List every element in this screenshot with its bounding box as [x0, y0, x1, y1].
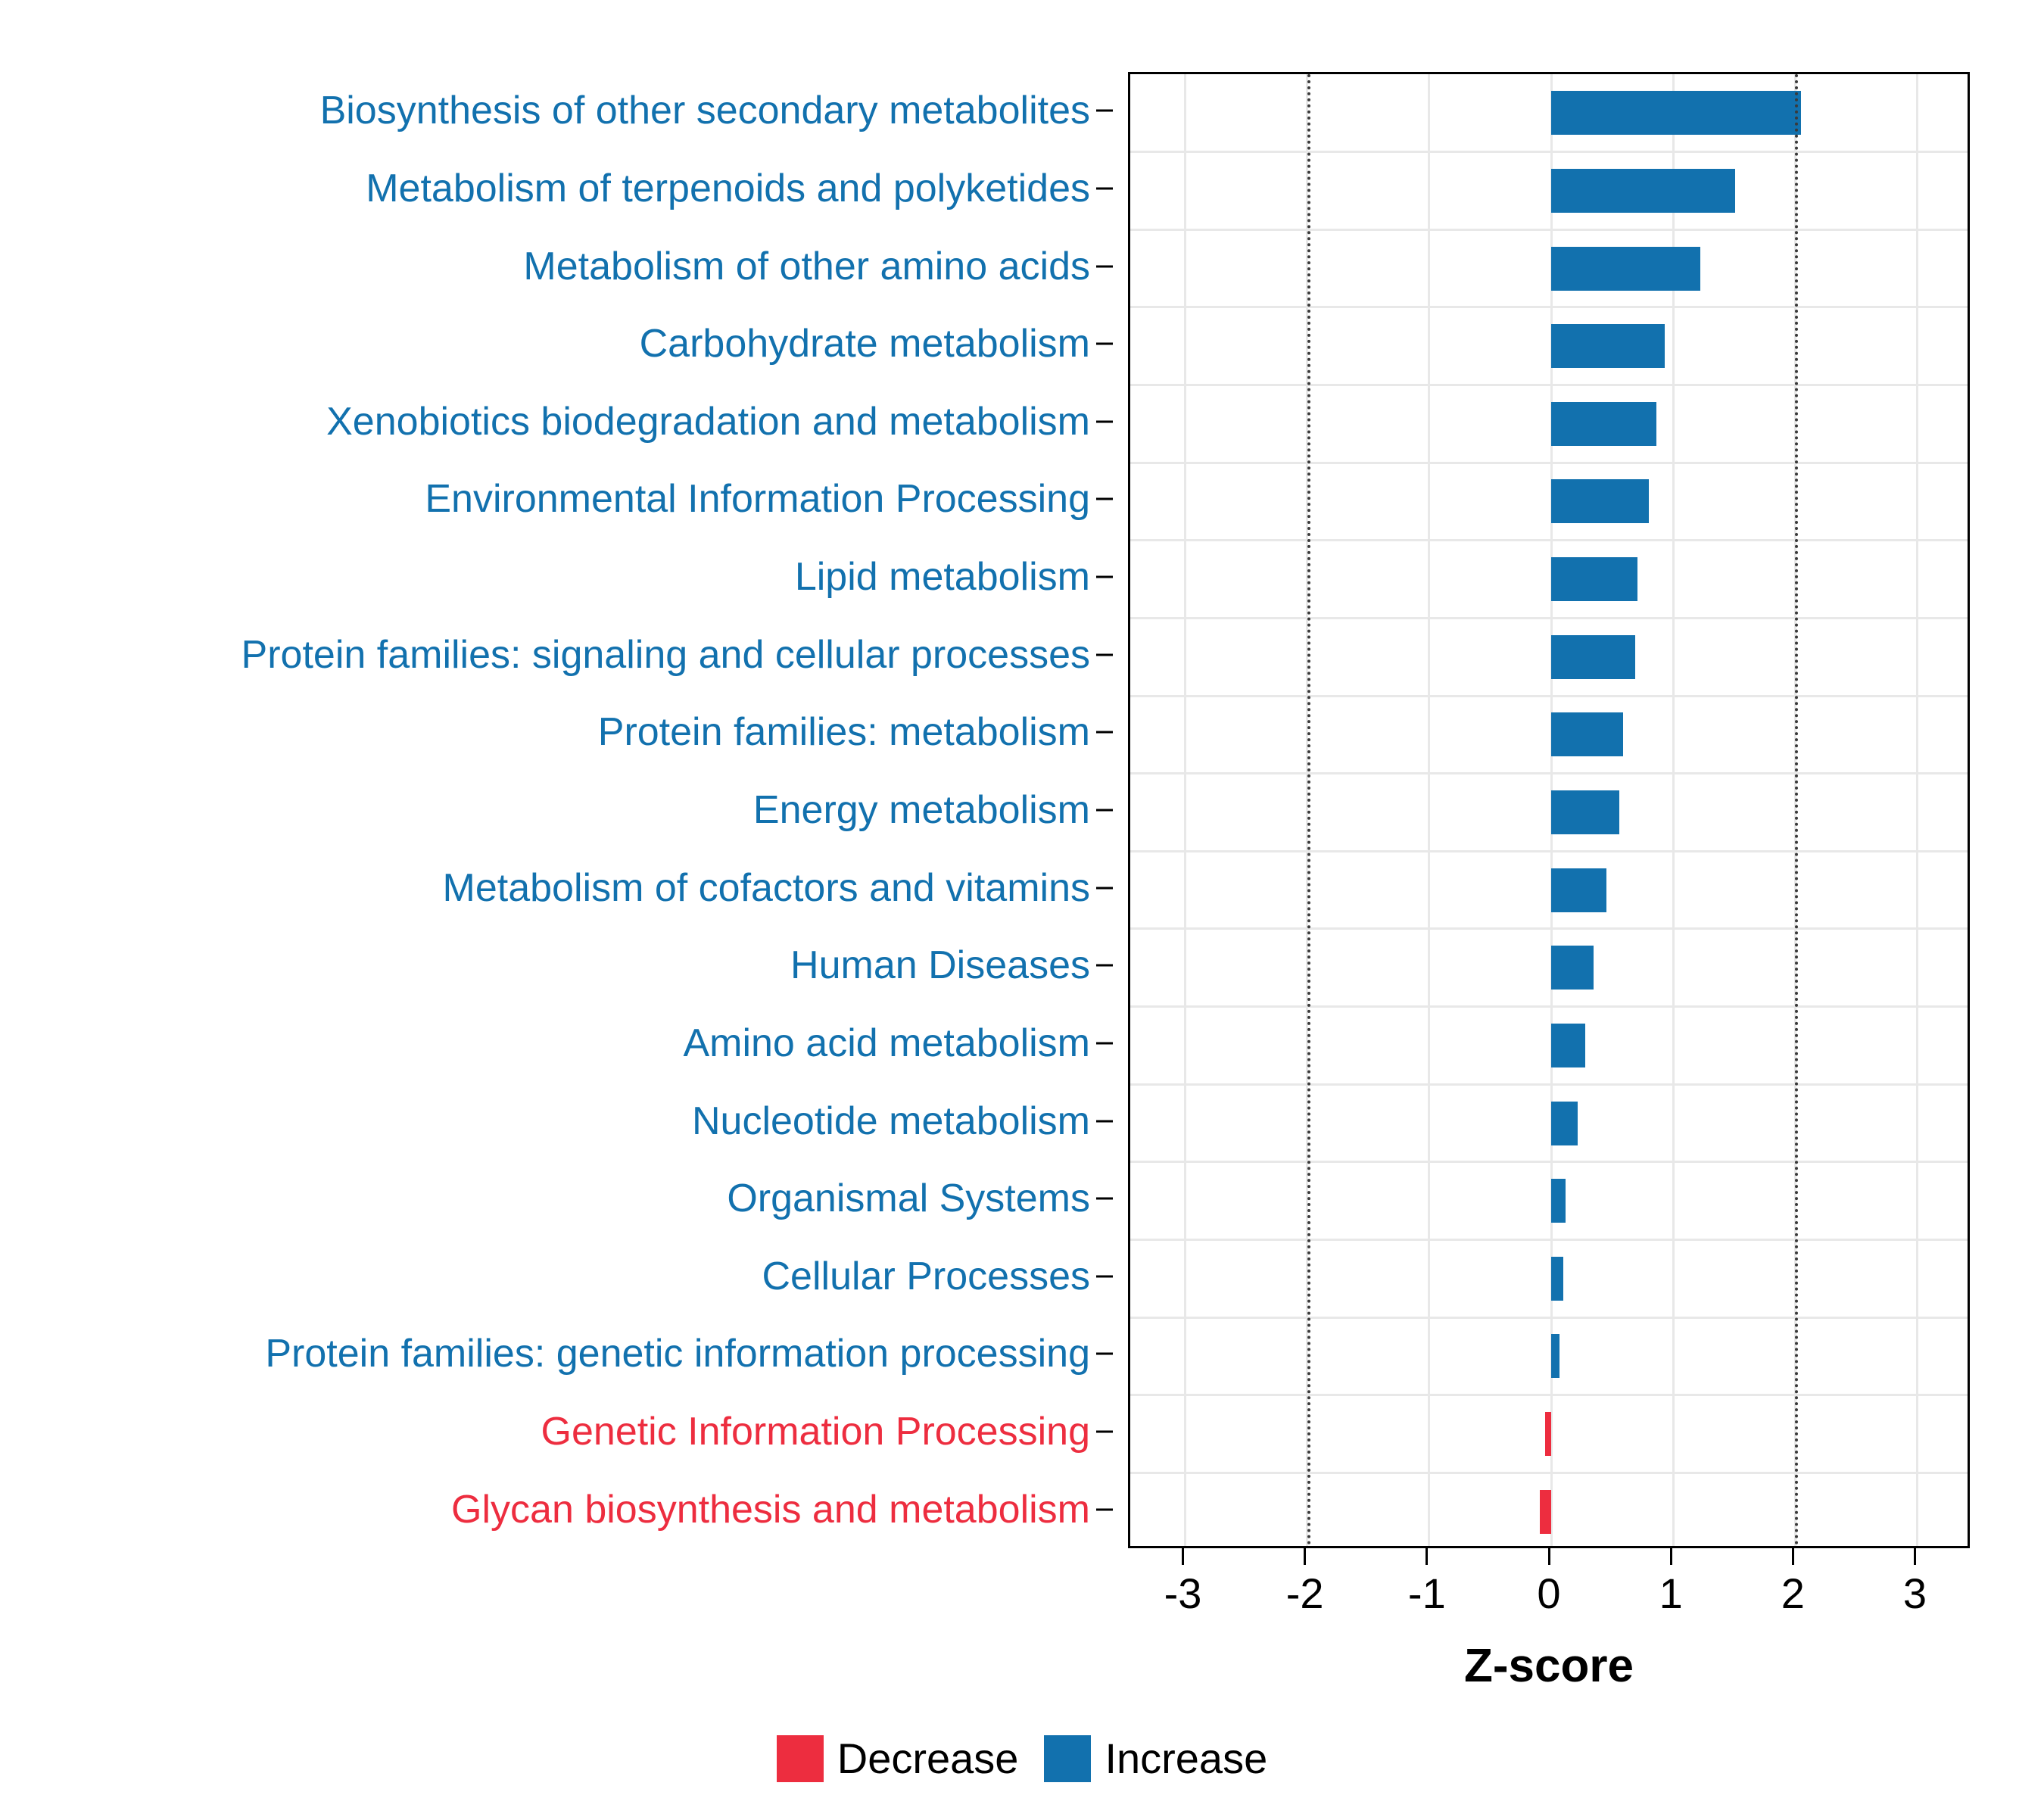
x-axis-tick — [1304, 1548, 1306, 1565]
bar — [1551, 1024, 1585, 1067]
y-axis-label: Metabolism of other amino acids — [523, 244, 1090, 288]
y-axis-tick — [1096, 576, 1113, 578]
y-axis-tick — [1096, 1353, 1113, 1355]
y-axis-tick — [1096, 420, 1113, 422]
y-axis-tick — [1096, 1042, 1113, 1044]
y-axis-label: Amino acid metabolism — [683, 1021, 1090, 1065]
bar — [1551, 557, 1637, 601]
y-axis-label: Lipid metabolism — [794, 555, 1090, 600]
y-axis-label: Environmental Information Processing — [425, 477, 1090, 522]
threshold-line — [1795, 74, 1798, 1546]
bar — [1551, 169, 1735, 213]
bars-layer — [1130, 74, 1968, 1546]
y-axis-label: Protein families: genetic information processing — [265, 1332, 1090, 1376]
legend-swatch — [1044, 1735, 1091, 1782]
bar — [1551, 247, 1700, 291]
legend-item — [777, 1734, 1019, 1783]
legend — [0, 1734, 2044, 1783]
y-axis-label: Glycan biosynthesis and metabolism — [451, 1487, 1090, 1532]
legend-label: Decrease — [837, 1734, 1019, 1782]
y-axis-tick — [1096, 731, 1113, 734]
x-axis-tick — [1548, 1548, 1550, 1565]
y-axis-tick — [1096, 1431, 1113, 1433]
bar — [1551, 790, 1619, 834]
bar — [1551, 712, 1623, 756]
y-axis-label: Xenobiotics biodegradation and metabolism — [326, 399, 1090, 444]
bar — [1551, 868, 1606, 912]
x-axis-tick-label: 0 — [1537, 1569, 1561, 1617]
y-axis-label: Organismal Systems — [727, 1177, 1090, 1221]
y-axis-tick — [1096, 965, 1113, 967]
y-axis-tick — [1096, 1120, 1113, 1122]
y-axis-label: Energy metabolism — [752, 788, 1090, 832]
x-axis-tick-label: 3 — [1902, 1569, 1927, 1617]
y-axis-tick — [1096, 653, 1113, 656]
y-axis-tick — [1096, 187, 1113, 189]
x-axis-tick — [1792, 1548, 1794, 1565]
x-axis-tick-label: 1 — [1659, 1569, 1683, 1617]
y-axis-tick — [1096, 110, 1113, 112]
y-axis-tick — [1096, 1275, 1113, 1277]
y-axis-label: Biosynthesis of other secondary metabolites — [319, 89, 1090, 133]
x-axis-tick — [1182, 1548, 1184, 1565]
bar — [1551, 479, 1649, 523]
x-axis-tick-label: -2 — [1285, 1569, 1324, 1617]
y-axis-label: Protein families: metabolism — [597, 710, 1090, 755]
y-axis-label: Genetic Information Processing — [541, 1410, 1090, 1454]
bar — [1551, 635, 1635, 679]
y-axis-labels — [0, 72, 1113, 1548]
x-axis-tick — [1670, 1548, 1672, 1565]
y-axis-label: Cellular Processes — [762, 1254, 1090, 1298]
bar — [1545, 1412, 1551, 1456]
y-axis-label: Metabolism of cofactors and vitamins — [442, 865, 1090, 910]
legend-item — [1044, 1734, 1267, 1783]
x-axis-tick — [1426, 1548, 1428, 1565]
threshold-line — [1307, 74, 1310, 1546]
x-axis-tick — [1914, 1548, 1916, 1565]
bar — [1551, 1257, 1563, 1301]
bar — [1551, 91, 1801, 135]
y-axis-label: Human Diseases — [790, 943, 1090, 988]
x-axis-title: Z-score — [1464, 1640, 1634, 1692]
y-axis-tick — [1096, 343, 1113, 345]
y-axis-tick — [1096, 265, 1113, 267]
y-axis-tick — [1096, 498, 1113, 500]
bar — [1551, 324, 1665, 368]
x-axis-tick-label: -3 — [1164, 1569, 1202, 1617]
plot-panel — [1128, 72, 1970, 1548]
legend-label: Increase — [1105, 1734, 1268, 1782]
legend-swatch — [777, 1735, 824, 1782]
y-axis-tick — [1096, 887, 1113, 889]
x-axis-tick-label: 2 — [1781, 1569, 1805, 1617]
bar — [1551, 1102, 1578, 1145]
y-axis-label: Nucleotide metabolism — [691, 1099, 1090, 1143]
bar — [1551, 402, 1656, 446]
y-axis-label: Metabolism of terpenoids and polyketides — [366, 166, 1090, 210]
y-axis-label: Carbohydrate metabolism — [639, 322, 1090, 366]
y-axis-tick — [1096, 1508, 1113, 1510]
y-axis-tick — [1096, 1198, 1113, 1200]
y-axis-tick — [1096, 809, 1113, 812]
bar — [1540, 1490, 1551, 1534]
bar — [1551, 946, 1594, 990]
x-axis-tick-label: -1 — [1407, 1569, 1446, 1617]
bar — [1551, 1334, 1559, 1378]
y-axis-label: Protein families: signaling and cellular processes — [241, 632, 1090, 677]
bar — [1551, 1179, 1566, 1223]
